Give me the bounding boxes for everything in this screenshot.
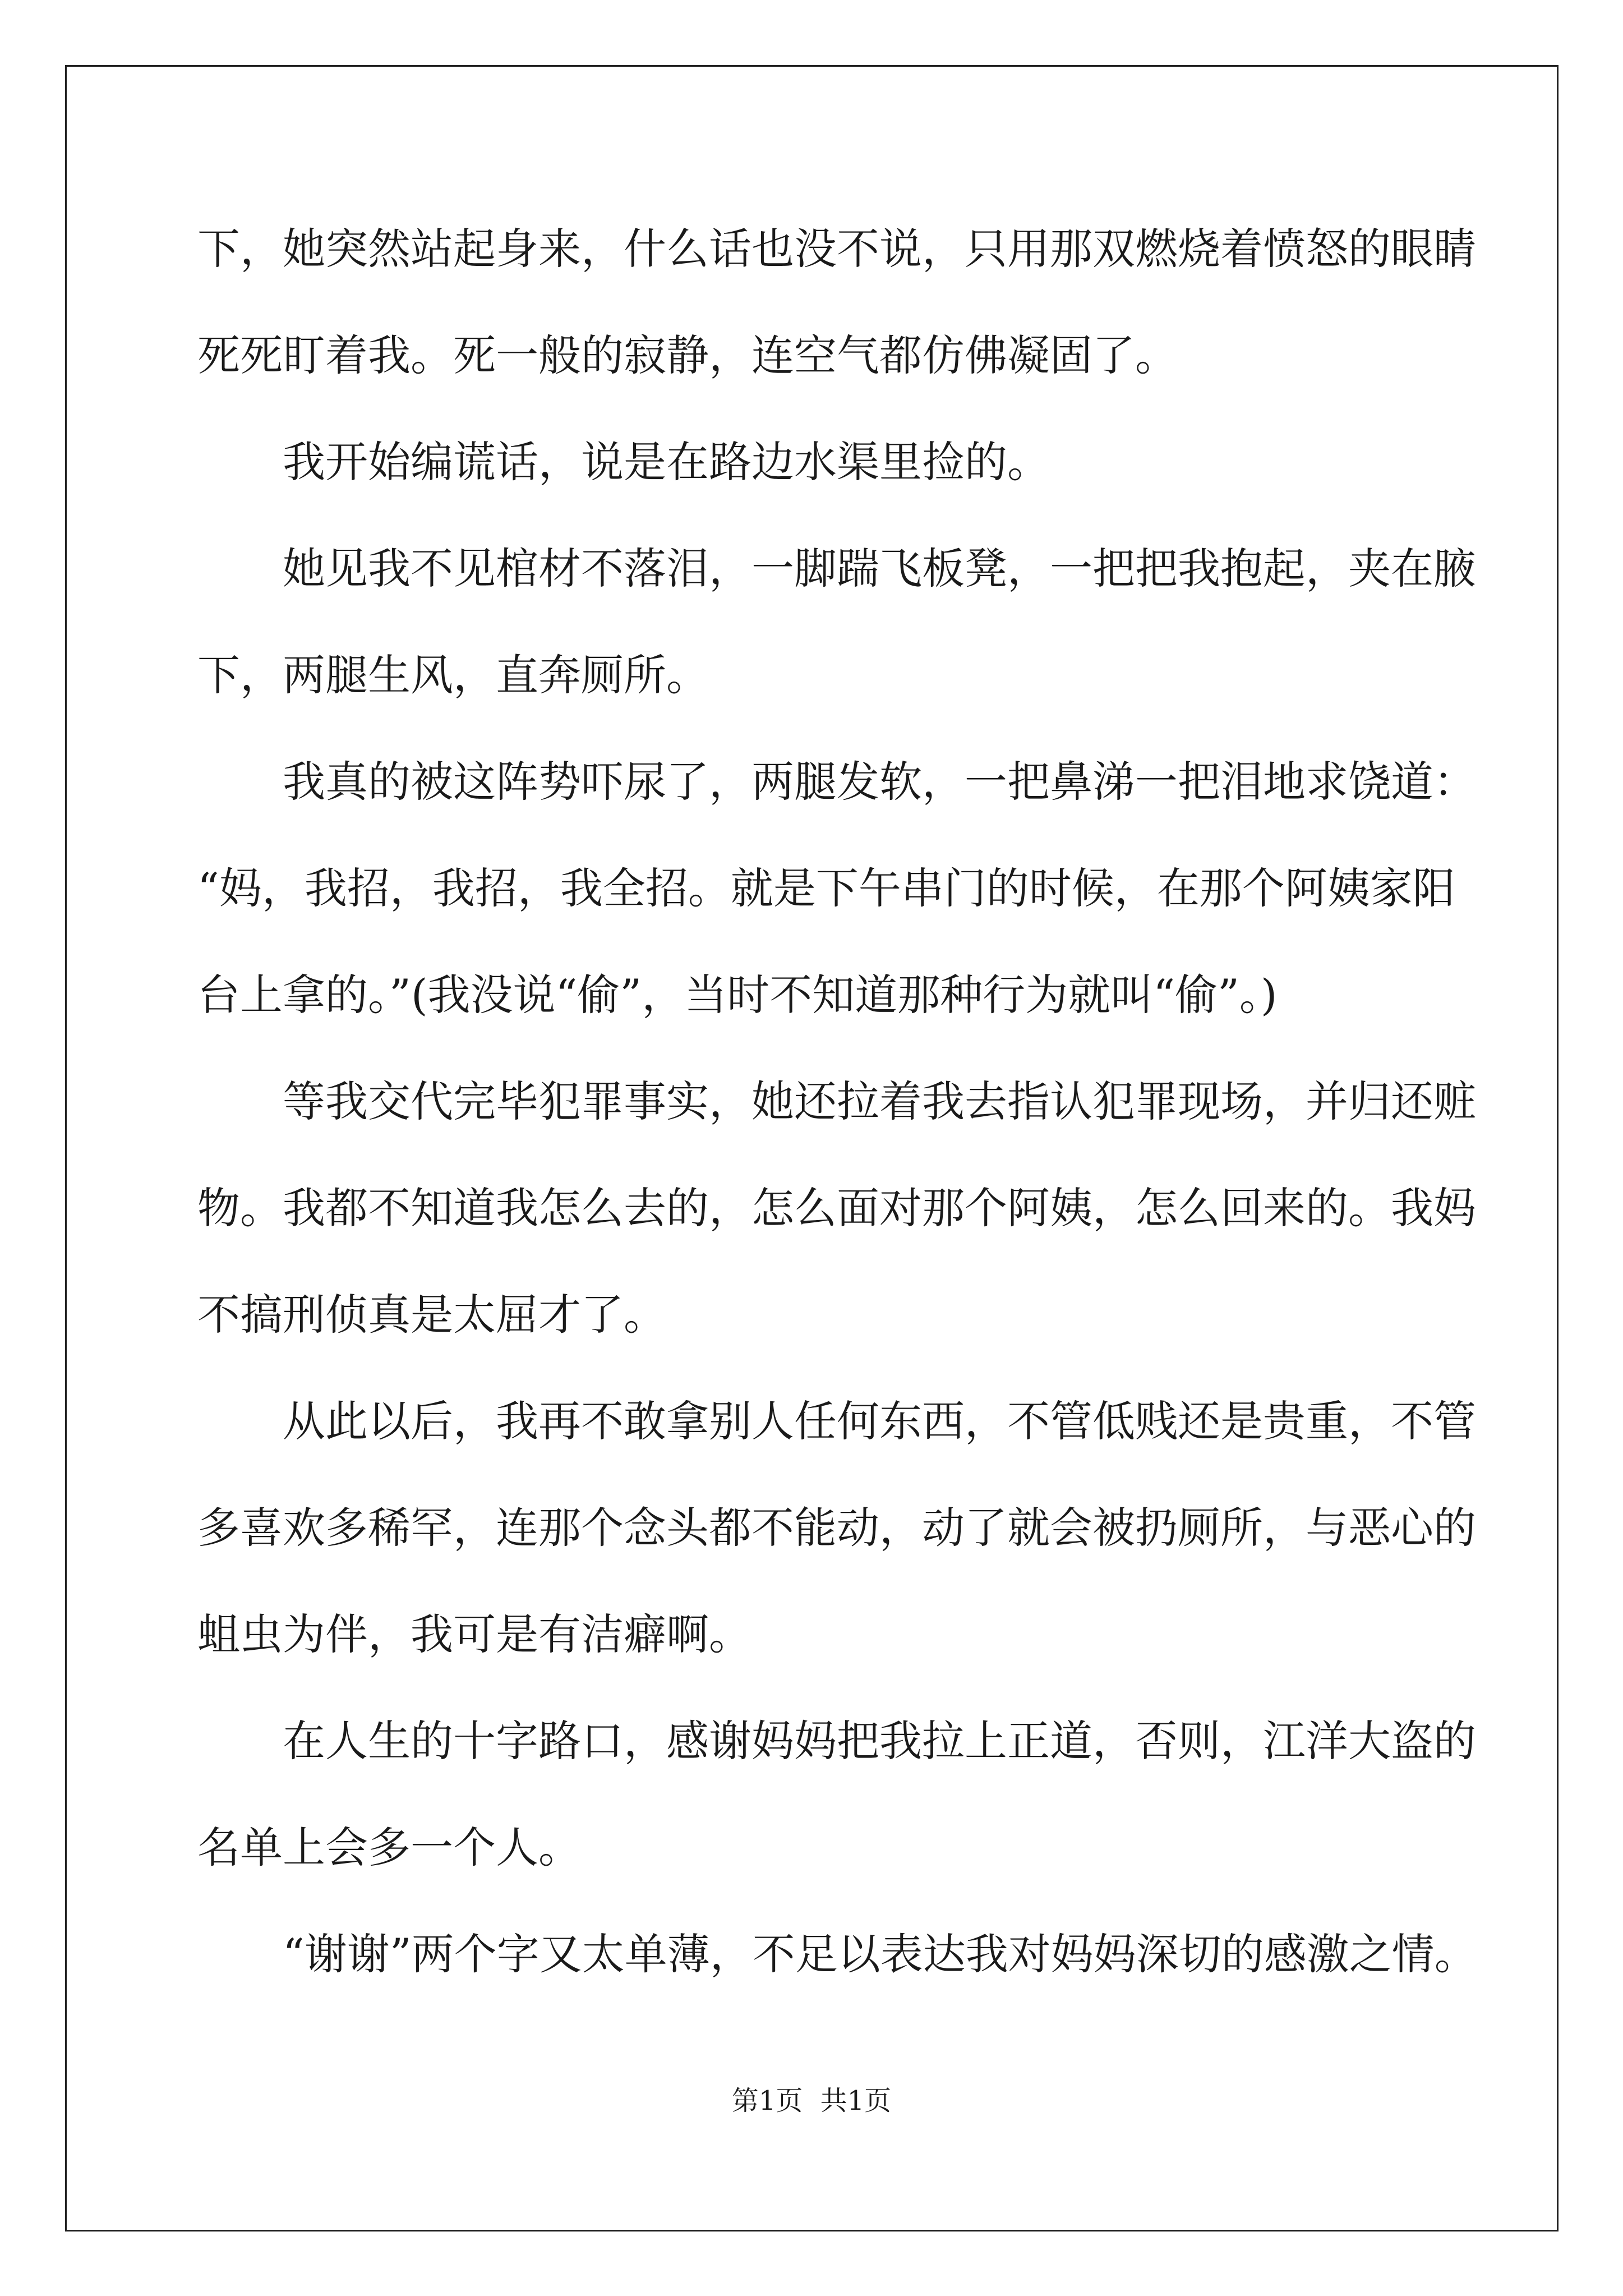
text-line: 下，两腿生风，直奔厕所。 [197, 650, 709, 700]
text-line: 不搞刑侦真是太屈才了。 [197, 1290, 666, 1340]
text-line: 死死盯着我。死一般的寂静，连空气都仿佛凝固了。 [197, 330, 1178, 380]
text-line: 我开始编谎话，说是在路边水渠里捡的。 [283, 437, 1050, 487]
text-line: 她见我不见棺材不落泪，一脚踹飞板凳，一把把我抱起，夹在腋 [283, 544, 1476, 593]
text-line: 从此以后，我再不敢拿别人任何东西，不管低贱还是贵重，不管 [283, 1396, 1476, 1446]
text-line: “谢谢”两个字又太单薄，不足以表达我对妈妈深切的感激之情。 [283, 1929, 1477, 1979]
text-line: 下，她突然站起身来，什么话也没不说，只用那双燃烧着愤怒的眼睛 [197, 224, 1476, 274]
text-line: 在人生的十字路口，感谢妈妈把我拉上正道，否则，江洋大盗的 [283, 1716, 1476, 1766]
text-line: 多喜欢多稀罕，连那个念头都不能动，动了就会被扔厕所，与恶心的 [197, 1503, 1476, 1553]
text-line: “妈，我招，我招，我全招。就是下午串门的时候，在那个阿姨家阳 [197, 863, 1455, 913]
page-footer [0, 2084, 1623, 2118]
text-line: 名单上会多一个人。 [197, 1823, 581, 1872]
text-line: 我真的被这阵势吓尿了，两腿发软，一把鼻涕一把泪地求饶道： [283, 757, 1476, 807]
text-line: 台上拿的。”(我没说“偷”，当时不知道那种行为就叫“偷”。) [197, 970, 1278, 1020]
document-body [197, 215, 1477, 2027]
text-line: 等我交代完毕犯罪事实，她还拉着我去指认犯罪现场，并归还赃 [283, 1076, 1476, 1126]
text-line: 蛆虫为伴，我可是有洁癖啊。 [197, 1609, 751, 1659]
page-total: 共1页 [820, 2085, 892, 2116]
page-number: 第1页 [731, 2085, 803, 2116]
text-line: 物。我都不知道我怎么去的，怎么面对那个阿姨，怎么回来的。我妈 [197, 1183, 1476, 1233]
